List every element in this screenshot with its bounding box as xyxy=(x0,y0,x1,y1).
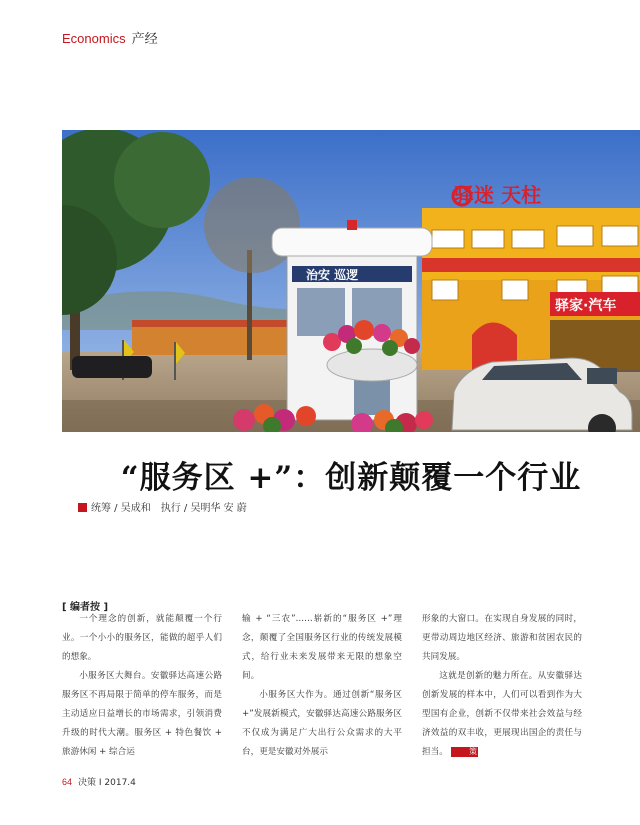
paragraph: 一个理念的创新，就能颠覆一个行业。一个小小的服务区，能做的超乎人们的想象。 xyxy=(62,614,222,662)
article-headline: “服务区 +”：创新颠覆一个行业 xyxy=(120,460,582,496)
section-label-cn: 产经 xyxy=(131,32,158,47)
text-column-1 xyxy=(62,610,222,762)
text-column-3 xyxy=(422,610,582,762)
paragraph xyxy=(422,667,582,762)
section-header xyxy=(62,28,158,47)
paragraph: 形象的大窗口。在实现自身发展的同时，更带动周边地区经济、旅游和贫困农民的共同发展。 xyxy=(422,614,582,662)
end-mark: 策 xyxy=(451,747,478,757)
paragraph: 小服务区大舞台。安徽驿达高速公路服务区不再局限于简单的停车服务，而是主动适应日益增长的市场需求，引领消费升级的时代大潮。服务区 + 特色餐饮 + 旅游休闲 + 综合运 xyxy=(62,671,222,757)
page-number: 64 xyxy=(62,777,73,787)
section-label-en: Economics xyxy=(62,31,126,46)
red-square-marker xyxy=(78,503,87,512)
credits-text: 统筹 / 吴成和 执行 / 吴明华 安 蔚 xyxy=(91,503,247,514)
feature-photo xyxy=(62,130,640,432)
article-credits xyxy=(78,499,247,514)
paragraph: 小服务区大作为。通过创新“服务区 +”发展新模式，安徽驿达高速公路服务区不仅成为满足广大出行公众需求的大平台，更是安徽对外展示 xyxy=(242,690,402,757)
paragraph: 输 + “三农”……崭新的“服务区 +”理念，颠覆了全国服务区行业的传统发展模式，给行业未来发展带来无限的想象空间。 xyxy=(242,614,402,681)
page-footer xyxy=(62,775,136,788)
editor-note-label: [ 编者按 ] xyxy=(62,602,109,613)
paragraph-text: 这就是创新的魅力所在。从安徽驿达创新发展的样本中，人们可以看到作为大型国有企业，创新不仅带来社会效益与经济效益的双丰收，更展现出国企的责任与担当。 xyxy=(422,671,582,757)
text-column-2 xyxy=(242,610,402,762)
roof-sign: 驿迷 天柱 xyxy=(454,183,541,207)
shop-sign: 驿家·汽车 xyxy=(555,298,617,314)
booth-sign: 治安 巡逻 xyxy=(306,268,359,282)
magazine-issue: 决策 I 2017.4 xyxy=(78,778,136,788)
